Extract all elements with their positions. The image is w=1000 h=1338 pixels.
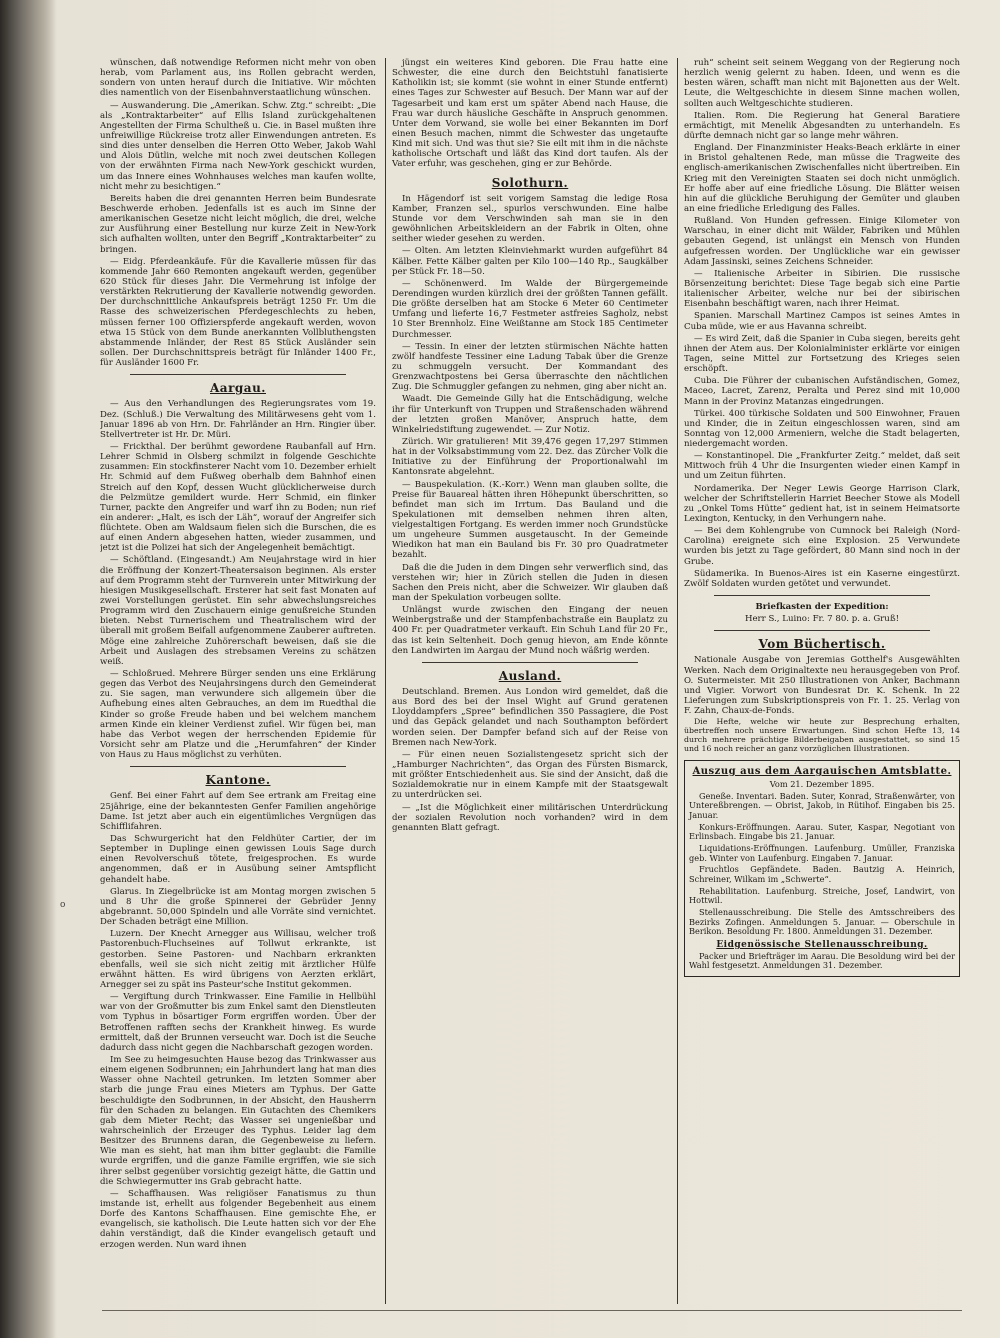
article-paragraph: ruh“ scheint seit seinem Weggang von der Regierung noch herzlich wenig gelernt zu haben. Ideen, und wenn es die besten wären, schafft man nicht mit Bajonetten aus der Welt. Leute, die Weltgeschichte in diesem Sinne machen wollen, sollten auch Weltgeschichte studieren. bbox=[684, 58, 960, 109]
article-bauspekulation: — Bauspekulation. (K.-Korr.) Wenn man glauben sollte, die Preise für Bauareal hätten ihren Höhepunkt überschritten, so befindet man sich im Irrtum. Das Bauland und die Spekulationen mit demselben nehmen ihren alten, vielgestaltigen Fortgang. Es werden immer noch Grundstücke um ungeheure Summen ausgetauscht. In der Gemeinde Wiedikon hat man ein Bauland bis Fr. 30 pro Quadratmeter bezahlt. bbox=[392, 479, 668, 561]
article-paragraph: wünschen, daß notwendige Reformen nicht mehr von oben herab, vom Parlament aus, ins Rollen gebracht werden, sondern von unten herauf durch die Initiative. Wir möchten dies namentlich von der Eisenbahnverstaatlichung wünschen. bbox=[100, 58, 376, 99]
section-divider bbox=[130, 766, 346, 767]
amtsblatt-heading: Auszug aus dem Aargauischen Amtsblatte. bbox=[692, 766, 952, 778]
amtsblatt-entry: Konkurs-Eröffnungen. Aarau. Suter, Kaspar, Negotiant von Erlinsbach. Eingabe bis 21. Januar. bbox=[689, 821, 955, 842]
article-schaffhausen: — Schaffhausen. Was religiöser Fanatismus zu thun imstande ist, erhellt aus folgender Begebenheit aus einem Dorfe des Kantons Schaffhausen. Eine gemischte Ehe, er evangelisch, sie katholisch. Die Leute hatten sich vor der Ehe dahin verständigt, daß die Kinder evangelisch getauft und erzogen werden. Nun ward ihnen bbox=[100, 1188, 376, 1250]
article-cuba: Cuba. Die Führer der cubanischen Aufständischen, Gomez, Maceo, Lacret, Zarenz, Peralta und Perez sind mit 10,000 Mann in der Provinz Matanzas eingedrungen. bbox=[684, 376, 960, 407]
eidg-entry: Packer und Briefträger im Aarau. Die Besoldung wird bei der Wahl festgesetzt. Anmeldungen 31. Dezember. bbox=[689, 950, 955, 971]
column-3 bbox=[684, 58, 960, 1304]
section-heading-ausland: Ausland. bbox=[498, 668, 562, 683]
article-pferdeankaeufe: — Eidg. Pferdeankäufe. Für die Kavallerie müssen für das kommende Jahr 660 Remonten angekauft werden, gegenüber 620 Stück für dieses Jahr. Die Vermehrung ist infolge der verstärkten Rekrutierung der Kavallerie notwendig geworden. Der durchschnittliche Ankaufspreis beträgt 1250 Fr. Um die Rasse des schweizerischen Pferdegeschlechts zu heben, müssen ferner 100 Offizierspferde angekauft werden, wovon etwa 15 Stück von dem Bunde anerkannten Vollbluthengsten abstammende Inländer, der Rest 85 Stück Ausländer sein sollen. Der Durchschnittspreis beträgt für Inländer 1400 Fr., für Ausländer 1600 Fr. bbox=[100, 256, 376, 369]
amtsblatt-entry: Geneße. Inventari. Baden. Suter, Konrad, Straßenwärter, von Untereßbrengen. — Obrist, Jakob, in Rütihof. Eingaben bis 25. Januar. bbox=[689, 790, 955, 820]
book-notice: Nationale Ausgabe von Jeremias Gotthelf's Ausgewählten Werken. Nach dem Originaltexte neu herausgegeben von Prof. O. Sutermeister. Mit 250 Illustrationen von Anker, Bachmann und Vigier. Vorwort von Bundesrat Dr. K. Schenk. In 22 Lieferungen zum Subskriptionspreis von Fr. 1. 25. Verlag von F. Zahn, Chaux-de-Fonds. bbox=[684, 655, 960, 717]
amtsblatt-entry: Rehabilitation. Laufenburg. Streiche, Josef, Landwirt, von Hottwil. bbox=[689, 885, 955, 906]
article-sibirien: — Italienische Arbeiter in Sibirien. Die russische Börsenzeitung berichtet: Diese Tage begab sich eine Partie italienischer Arbeiter, welche nur bei der sibirischen Eisenbahn beschäftigt waren, nach ihrer Heimat. bbox=[684, 268, 960, 310]
amtsblatt-entry: Liquidations-Eröffnungen. Laufenburg. Umüller, Franziska geb. Winter von Laufenburg. Eingaben 7. Januar. bbox=[689, 842, 955, 863]
article-paragraph: Unlängst wurde zwischen den Eingang der neuen Weinbergstraße und der Stampfenbachstraße ein Bauplatz zu 400 Fr. per Quadratmeter verkauft. Ein Schuh Land für 20 Fr., das ist kein Seltenheit. Doch genug hievon, am Ende könnte den Landwirten im Aargau der Mund noch wäßrig werden. bbox=[392, 605, 668, 656]
article-waadt: Waadt. Die Gemeinde Gilly hat die Entschädigung, welche ihr für Unterkunft von Truppen und Straßenschaden während der letzten großen Manöver, Anspruch hatte, dem Winkelriedstiftung zugewendet. — Zur Notiz. bbox=[392, 394, 668, 435]
section-heading-buechertisch: Vom Büchertisch. bbox=[758, 637, 886, 652]
article-glarus: Glarus. In Ziegelbrücke ist am Montag morgen zwischen 5 und 8 Uhr die große Spinnerei der Gebrüder Jenny abgebrannt. 50,000 Spindeln und alle Vorräte sind vernichtet. Der Schaden beträgt eine Million. bbox=[100, 886, 376, 928]
article-paragraph: jüngst ein weiteres Kind geboren. Die Frau hatte eine Schwester, die eine durch den Beichtstuhl fanatisierte Katholikin ist; sie kommt (sie wohnt in einer Stunde entfernt) eines Tages zur Schwester auf Besuch. Der Mann war auf der Tagesarbeit und kam erst um später Abend nach Hause, die Frau war durch häusliche Geschäfte in Anspruch genommen. Unter dem Vorwand, sie wolle bei einer Bekannten im Dorf einen Besuch machen, nimmt die Schwester das ungetaufte Kind mit sich. Und was thut sie? Sie eilt mit ihm in die nächste katholische Ortschaft und läßt das Kind dort taufen. Als der Vater erfuhr, was geschehen, ging er zur Behörde. bbox=[392, 58, 668, 170]
article-genf: Genf. Bei einer Fahrt auf dem See ertrank am Freitag eine 25jährige, eine der bekanntesten Genfer Familien angehörige Dame. Ist jetzt aber auch ein eigentümliches Vergnügen das Schifflifahren. bbox=[100, 791, 376, 832]
article-schoeftland: — Schöftland. (Eingesandt.) Am Neujahrstage wird in hier die Eröffnung der Konzert-Theatersaison beginnen. Als erster auf dem Programm steht der Turnverein unter Mitwirkung der hiesigen Musikgesellschaft. Ersterer hat seit fast Monaten auf zwei Vorstellungen gerüstet. Ein sehr abwechslungsreiches Programm wird den Zuschauern einige genußreiche Stunden bieten. Nebst Turnerischem und Theatralischem wird der überall mit großem Beifall aufgenommene Zauberer auftreten. Möge eine zahlreiche Zuhörerschaft beweisen, daß sie die Arbeit und Auslagen des strebsamen Vereins zu schätzen weiß. bbox=[100, 555, 376, 667]
column-rule bbox=[677, 58, 678, 1304]
article-auswanderung: — Auswanderung. Die „Amerikan. Schw. Ztg.“ schreibt: „Die als „Kontraktarbeiter“ auf Ellis Island zurückgehaltenen Angestellten der Firma Schultheß u. Cie. in Basel mußten ihre unfreiwillige Rückreise trotz aller Einwendungen antreten. Es sind dies unter denselben die Herren Otto Weber, Jakob Wahl und Alois Dütlin, welche mit noch zwei deutschen Kollegen von der erwähnten Firma nach New-York geschickt wurden, um das Innere eines Wohnhauses welches man kaufen wollte, nicht mehr zu besichtigen.“ bbox=[100, 100, 376, 192]
article-russland: Rußland. Von Hunden gefressen. Einige Kilometer von Warschau, in einer dicht mit Wälder, Fabriken und Mühlen gebauten Gegend, ist unlängst ein Mensch von Hunden aufgefressen worden. Der Unglückliche war ein gewisser Adam Jassinski, seines Zeichens Schneider. bbox=[684, 216, 960, 267]
section-divider bbox=[714, 595, 930, 596]
article-italien: Italien. Rom. Die Regierung hat General Baratiere ermächtigt, mit Menelik Abgesandten zu unterhandeln. Es dürfte demnach nicht gar so lange mehr währen. bbox=[684, 110, 960, 141]
article-england: England. Der Finanzminister Heaks-Beach erklärte in einer in Bristol gehaltenen Rede, man müsse die Tragweite des englisch-amerikanischen Zwischenfalles nicht übertreiben. Ein Krieg mit den Vereinigten Staaten sei doch nicht unmöglich. Er hoffe aber auf eine friedliche Lösung. Die Blätter weisen hin auf die glückliche Beruhigung der Gemüter und glauben an eine friedliche Erledigung des Falles. bbox=[684, 143, 960, 214]
article-tessin: — Tessin. In einer der letzten stürmischen Nächte hatten zwölf handfeste Tessiner eine Ladung Tabak über die Grenze zu schmuggeln versucht. Der Kommandant des Grenzwachtpostens bei Gersa überraschte den nächtlichen Zug. Die Schmuggler gefangen zu nehmen, ging aber nicht an. bbox=[392, 341, 668, 393]
article-paragraph: Bereits haben die drei genannten Herren beim Bundesrate Beschwerde erhoben. Jedenfalls ist es auch im Sinne der amerikanischen Gesetze nicht leicht möglich, die drei, welche zur Ausführung einer Bestellung nur kurze Zeit in New-York sich aufhalten wollten, unter den Begriff „Kontraktarbeiter“ zu bringen. bbox=[100, 193, 376, 255]
column-1 bbox=[100, 58, 376, 1304]
article-paragraph: — Bei dem Kohlengrube von Cumnock bei Raleigh (Nord-Carolina) ereignete sich eine Explosion. 25 Verwundete wurden bis jetzt zu Tage gefördert, 80 Mann sind noch in der Grube. bbox=[684, 526, 960, 567]
amtsblatt-box bbox=[684, 760, 960, 977]
margin-mark: o bbox=[60, 900, 66, 910]
amtsblatt-entry: Stellenausschreibung. Die Stelle des Amtsschreibers des Bezirks Zofingen. Anmeldungen 5. Januar. — Oberschule in Berikon. Besoldung Fr. 1800. Anmeldungen 31. Dezember. bbox=[689, 906, 955, 937]
article-suedamerika: Südamerika. In Buenos-Aires ist ein Kaserne eingestürzt. Zwölf Soldaten wurden getötet und verwundet. bbox=[684, 568, 960, 589]
amtsblatt-date: Vom 21. Dezember 1895. bbox=[769, 778, 875, 789]
article-paragraph: — Es wird Zeit, daß die Spanier in Cuba siegen, bereits geht ihnen der Atem aus. Der Kolonialminister erklärte vor einigen Tagen, seine Mittel zur Fortsetzung des Krieges seien erschöpft. bbox=[684, 333, 960, 375]
article-schwurgericht: Das Schwurgericht hat den Feldhüter Cartier, der im September in Duplinge einen gewissen Louis Sage durch einen Revolverschuß tötete, freigesprochen. Es wurde angenommen, daß er in Ausübung seiner Amtspflicht gehandelt habe. bbox=[100, 834, 376, 885]
bottom-edge-line bbox=[102, 1310, 962, 1311]
article-schlossrued: — Schloßrued. Mehrere Bürger senden uns eine Erklärung gegen das Verbot des Neujahrsingens durch den Gemeinderat zu. Sie sagen, man verwundere sich allgemein über die Aufhebung eines alten Gebrauches, an dem im Ruedthal die Kinder so große Freude haben und bei welchem manchem armen Kinde ein kleiner Verdienst zufiel. Wir fügen bei, man habe das Verbot wegen der herrschenden Epidemie für Vorsicht sehr am Platze und die „Herumfahren“ der Kinder von Haus zu Haus möglichst zu verhüten. bbox=[100, 669, 376, 761]
article-nordamerika: Nordamerika. Der Neger Lewis George Harrison Clark, welcher der Schriftstellerin Harriet Beecher Stowe als Modell zu „Onkel Toms Hütte“ gedient hat, ist in seinem Heimatsorte Lexington, Kentucky, in den Verhungern nahe. bbox=[684, 483, 960, 525]
article-haegendorf: In Hägendorf ist seit vorigem Samstag die ledige Rosa Kamber, Franzen sel., spurlos verschwunden. Eine halbe Stunde vor dem Verschwinden sah man sie in den gewöhnlichen Arbeitskleidern an der Fabrik in Olten, ohne seither wieder gesehen zu werden. bbox=[392, 193, 668, 245]
article-olten: — Olten. Am letzten Kleinviehmarkt wurden aufgeführt 84 Kälber. Fette Kälber galten per Kilo 100—140 Rp., Saugkälber per Stück Fr. 18—50. bbox=[392, 246, 668, 277]
article-schoenenwerd: — Schönenwerd. Im Walde der Bürgergemeinde Derendingen wurden kürzlich drei der größten Tannen gefällt. Die größte derselben hat am Stocke 6 Meter 60 Centimeter Umfang und lieferte 16,7 Festmeter astfreies Sagholz, nebst 10 Ster Brennholz. Eine Weißtanne am Stock 185 Centimeter Durchmesser. bbox=[392, 278, 668, 340]
article-paragraph: Im See zu heimgesuchten Hause bezog das Trinkwasser aus einem eigenen Sodbrunnen; ein Jahrhundert lang hat man dies Wasser ohne Nachteil getrunken. Im letzten Sommer aber starb die junge Frau eines Mieters am Typhus. Der Gatte beschuldigte den Sodbrunnen, in der Absicht, den Hausherrn für den Schaden zu belangen. Ein Gutachten des Chemikers gab dem Mieter Recht; das Wasser sei ungenießbar und wahrscheinlich der Erzeuger des Typhus. Leider lag dem Besitzer des Brunnens daran, die Gegenbeweise zu liefern. Wie man es sieht, hat man ihm bitter geglaubt: die Familie wurde ergriffen, und die ganze Familie ergriffen, wie sie sich ihrer selbst gegenüber vorsichtig gezeigt hätte, die Gattin und die Schwiegermutter ins Grab gebracht hatte. bbox=[100, 1054, 376, 1187]
column-2 bbox=[392, 58, 668, 1304]
section-heading-aargau: Aargau. bbox=[210, 381, 266, 396]
amtsblatt-entry: Fruchtlos Gepfändete. Baden. Bautzig A. Heinrich, Schreiner, Wilkam im „Schwerte“. bbox=[689, 864, 955, 884]
briefkasten-title: Briefkasten der Expedition: bbox=[755, 602, 889, 613]
newspaper-page bbox=[100, 58, 966, 1308]
section-heading-kantone: Kantone. bbox=[205, 773, 271, 788]
section-divider bbox=[714, 630, 930, 631]
section-divider bbox=[130, 374, 346, 375]
article-frickthal: — Frickthal. Der berühmt gewordene Raubanfall auf Hrn. Lehrer Schmid in Olsberg schmilzt in folgende Geschichte zusammen: Ein stockfinsterer Nacht vom 10. Dezember erhielt Hr. Schmid auf dem Fußweg oberhalb dem Bahnhof einen Streich auf den Kopf, dessen Wucht glücklicherweise durch die Pelzmütze gemildert wurde. Herr Schmid, ein flinker Turner, packte den Angreifer und warf ihn zu Boden; nun rief ein anderer: „Halt, es isch der Läh“, worauf der Angreifer sich flüchtete. Oben am Waldsaum fielen sich die Burschen, die es auf einen Andern abgesehen hatten, wieder zusammen, und jetzt ist die Polizei hat sich der Angelegenheit bemächtigt. bbox=[100, 441, 376, 554]
eidg-heading: Eidgenössische Stellenausschreibung. bbox=[716, 940, 928, 950]
article-vergiftung: — Vergiftung durch Trinkwasser. Eine Familie in Hellbühl war von der Großmutter bis zum Enkel samt den Dienstleuten vom Typhus in bösartiger Form ergriffen worden. Über der Betroffenen rafften sechs der Krankheit hinweg. Es wurde ermittelt, daß der Brunnen verseucht war. Doch ist die Seuche dadurch dass nicht gegen die Nachbarschaft gezogen worden. bbox=[100, 992, 376, 1053]
section-divider bbox=[422, 662, 638, 663]
article-tuerkei: Türkei. 400 türkische Soldaten und 500 Einwohner, Frauen und Kinder, die in Zeitun eingeschlossen waren, sind am Sonntag von 12,000 Armeniern, welche die Stadt belagerten, niedergemacht worden. bbox=[684, 408, 960, 450]
article-konstantinopel: — Konstantinopel. Die „Frankfurter Zeitg.“ meldet, daß seit Mittwoch früh 4 Uhr die Insurgenten wieder einen Kampf in und um Zeitun führten. bbox=[684, 451, 960, 482]
article-deutschland: Deutschland. Bremen. Aus London wird gemeldet, daß die aus Bord des bei der Insel Wight auf Grund geratenen Lloyddampfers „Spree“ befindlichen 350 Passagiere, die Post und das Gepäck gelandet und nach Southampton befördert worden seien. Der Dampfer befand sich auf der Reise von Bremen nach New-York. bbox=[392, 687, 668, 748]
column-rule bbox=[385, 58, 386, 1304]
article-paragraph: — „Ist die Möglichkeit einer militärischen Unterdrückung der sozialen Revolution noch vorhanden? wird in dem genannten Blatt gefragt. bbox=[392, 802, 668, 833]
article-paragraph: Daß die die Juden in dem Dingen sehr verwerflich sind, das verstehen wir; hier in Zürich stellen die Juden in diesen Sachen den Preis nicht, aber die Schweizer. Wir glauben daß man der Spekulation vorbeugen sollte. bbox=[392, 562, 668, 604]
book-review: Die Hefte, welche wir heute zur Besprechung erhalten, übertreffen noch unsere Erwartungen. Sind schon Hefte 13, 14 durch mehrere prächtige Bilderbeigaben ausgestattet, so sind 15 und 16 noch reicher an ganz vorzüglichen Illustrationen. bbox=[684, 717, 960, 754]
article-sozialistengesetz: — Für einen neuen Sozialistengesetz spricht sich der „Hamburger Nachrichten“, das Organ des Fürsten Bismarck, mit größter Entschiedenheit aus. Sie sind der Ansicht, daß die Sozialdemokratie nur in einem Kampfe mit der Staatsgewalt zu unterdrücken sei. bbox=[392, 749, 668, 801]
article-zuerich: Zürich. Wir gratulieren! Mit 39,476 gegen 17,297 Stimmen hat in der Volksabstimmung vom 22. Dez. das Zürcher Volk die Initiative zu der Einführung der Proportionalwahl im Kantonsrate abgelehnt. bbox=[392, 436, 668, 478]
article-regierungsrat: — Aus den Verhandlungen des Regierungsrates vom 19. Dez. (Schluß.) Die Verwaltung des Militärwesens geht vom 1. Januar 1896 ab von Hrn. Dr. Fahrländer an Hrn. Ringier über. Stellvertreter ist Hr. Dr. Müri. bbox=[100, 399, 376, 440]
book-binding-shadow bbox=[0, 0, 56, 1338]
section-heading-solothurn: Solothurn. bbox=[491, 175, 569, 190]
briefkasten-text: Herr S., Luino: Fr. 7 80. p. a. Gruß! bbox=[744, 614, 900, 625]
article-spanien: Spanien. Marschall Martinez Campos ist seines Amtes in Cuba müde, wie er aus Havanna schreibt. bbox=[684, 311, 960, 332]
article-luzern: Luzern. Der Knecht Arnegger aus Willisau, welcher troß Pastorenbuch-Fluchseines auf Tollwut erkrankte, ist gestorben. Seine Pastoren- und Nachbarn erkrankten ebenfalls, weil sie sich nicht zeitig mit ärztlicher Hülfe erwähnt hätten. Es wird übrigens von Aerzten erklärt, Arnegger sei zu spät ins Pasteur'sche Institut gekommen. bbox=[100, 929, 376, 990]
